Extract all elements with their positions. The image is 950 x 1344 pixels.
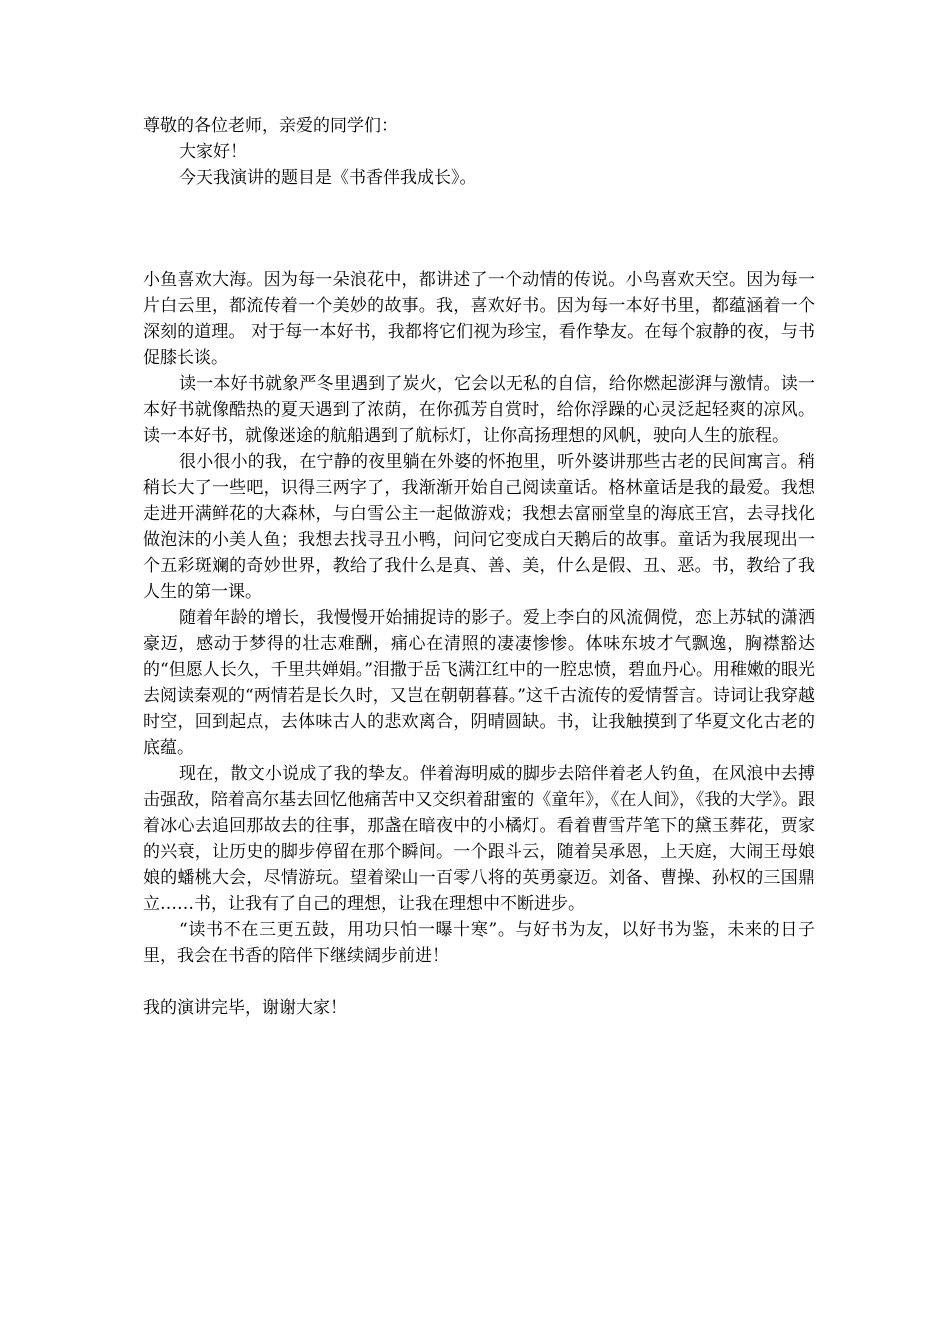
paragraph-poetry: 随着年龄的增长，我慢慢开始捕捉诗的影子。爱上李白的风流倜傥，恋上苏轼的潇洒豪迈，感动于梦得的壮志难酬，痛心在清照的凄凄惨惨。体味东坡才气飘逸，胸襟豁达的“但愿人长久，千里共婵娟。”泪撒于岳飞满江红中的一腔忠愤，碧血丹心。用稚嫩的眼光去阅读秦观的“两情若是长久时，又岂在朝朝暮暮。”这千古流传的爱情誓言。诗词让我穿越时空，回到起点，去体味古人的悲欢离合，阴晴圆缺。书，让我触摸到了华夏文化古老的底蕴。 [143, 608, 815, 758]
speech-document [143, 113, 815, 1021]
paragraph-intro: 小鱼喜欢大海。因为每一朵浪花中，都讲述了一个动情的传说。小鸟喜欢天空。因为每一片白云里，都流传着一个美妙的故事。我，喜欢好书。因为每一本好书里，都蕴涵着一个深刻的道理。 对于每一本好书，我都将它们视为珍宝，看作挚友。在每个寂静的夜，与书促膝长谈。 [143, 270, 815, 368]
spacer [143, 969, 815, 995]
salutation-line: 尊敬的各位老师，亲爱的同学们： [143, 116, 398, 136]
paragraph-good-book: 读一本好书就象严冬里遇到了炭火，它会以无私的自信，给你燃起澎湃与激情。读一本好书就像酷热的夏天遇到了浓荫，在你孤芳自赏时，给你浮躁的心灵泛起轻爽的凉风。读一本好书，就像迷途的航船遇到了航标灯，让你高扬理想的风帆，驶向人生的旅程。 [143, 374, 815, 446]
paragraph-prose-novels: 现在，散文小说成了我的挚友。伴着海明威的脚步去陪伴着老人钓鱼，在风浪中去搏击强敌，陪着高尔基去回忆他痛苦中又交织着甜蜜的《童年》，《在人间》，《我的大学》。跟着冰心去追回那故去的往事，那盏在暗夜中的小橘灯。看着曹雪芹笔下的黛玉葬花，贾家的兴衰，让历史的脚步停留在那个瞬间。一个跟斗云，随着吴承恩，上天庭，大闹王母娘娘的蟠桃大会，尽情游玩。望着梁山一百零八将的英勇豪迈。刘备、曹操、孙权的三国鼎立……书，让我有了自己的理想，让我在理想中不断进步。 [143, 764, 815, 914]
paragraph-childhood: 很小很小的我，在宁静的夜里躺在外婆的怀抱里，听外婆讲那些古老的民间寓言。稍稍长大了一些吧，识得三两字了，我渐渐开始自己阅读童话。格林童话是我的最爱。我想走进开满鲜花的大森林，与白雪公主一起做游戏；我想去富丽堂皇的海底王宫，去寻找化做泡沫的小美人鱼；我想去找寻丑小鸭，问问它变成白天鹅后的故事。童话为我展现出一个五彩斑斓的奇妙世界，教给了我什么是真、善、美，什么是假、丑、恶。书，教给了我人生的第一课。 [143, 452, 815, 602]
paragraph-conclusion: “读书不在三更五鼓，用功只怕一曝十寒”。与好书为友，以好书为鉴，未来的日子里，我会在书香的陪伴下继续阔步前进！ [143, 920, 815, 966]
closing-line: 我的演讲完毕，谢谢大家！ [143, 998, 347, 1018]
topic-line: 今天我演讲的题目是《书香伴我成长》。 [179, 168, 477, 188]
spacer [143, 191, 815, 267]
greeting-line: 大家好！ [179, 142, 247, 162]
